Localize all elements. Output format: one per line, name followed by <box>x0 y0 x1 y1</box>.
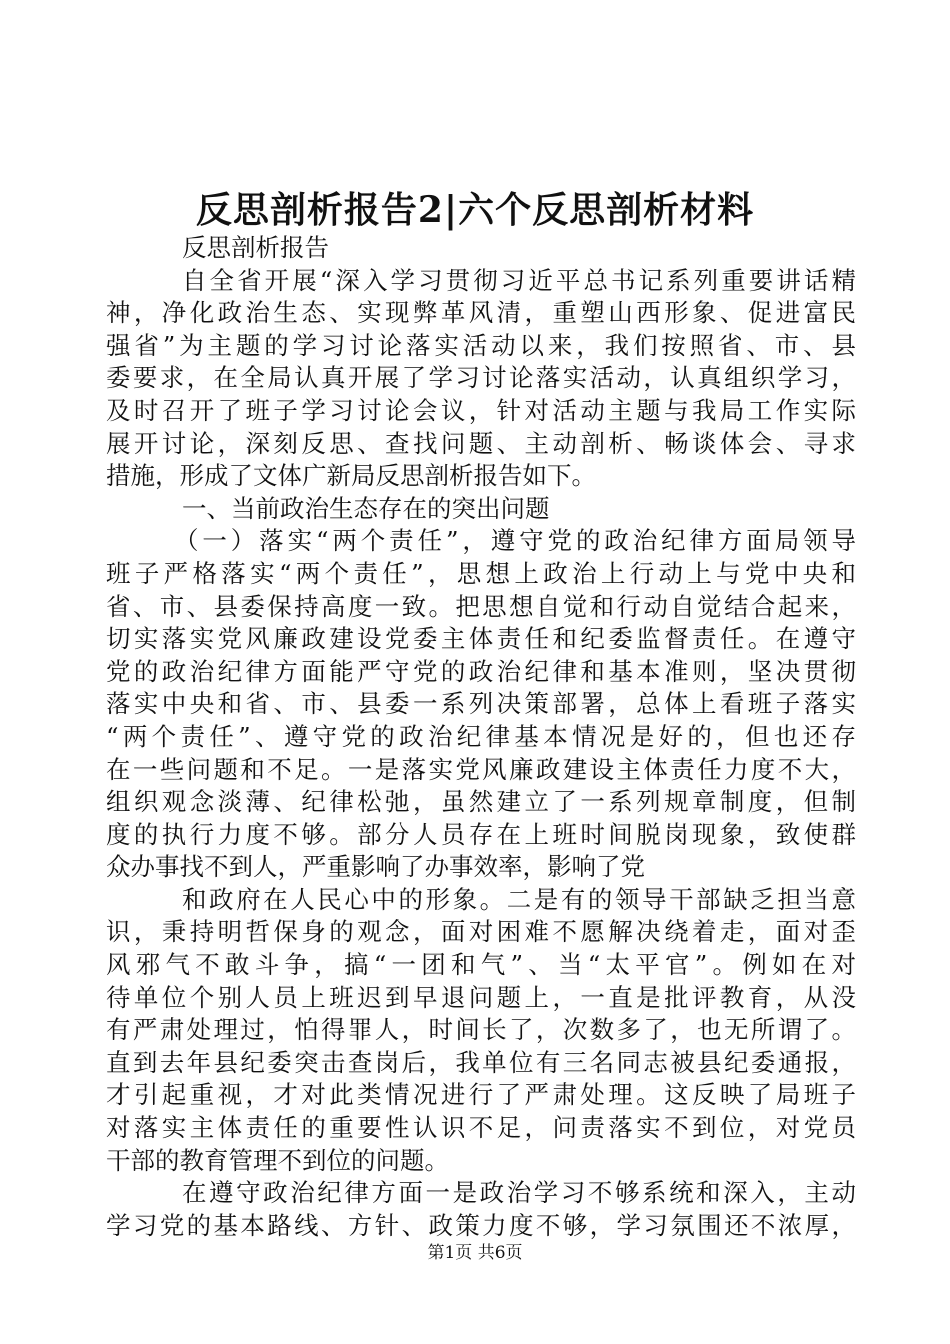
text-line: 切实落实党风廉政建设党委主体责任和纪委监督责任。在遵守 <box>106 624 856 654</box>
text-line: 党的政治纪律方面能严守党的政治纪律和基本准则，坚决贯彻 <box>106 656 856 686</box>
text-line: 学习党的基本路线、方针、政策力度不够，学习氛围还不浓厚， <box>106 1210 856 1240</box>
document-title: 反思剖析报告2|六个反思剖析材料 <box>195 189 755 231</box>
text-line: 班子严格落实“两个责任”，思想上政治上行动上与党中央和 <box>106 558 856 588</box>
text-line: 组织观念淡薄、纪律松弛，虽然建立了一系列规章制度，但制 <box>106 787 856 817</box>
text-line: 委要求，在全局认真开展了学习讨论落实活动，认真组织学习， <box>106 363 856 393</box>
text-line: 有严肃处理过，怕得罪人，时间长了，次数多了，也无所谓了。 <box>106 1015 856 1045</box>
text-line: 众办事找不到人，严重影响了办事效率，影响了党 <box>106 852 645 882</box>
document-body <box>106 232 856 1242</box>
text-line: 干部的教育管理不到位的问题。 <box>106 1145 449 1175</box>
text-line: 直到去年县纪委突击查岗后，我单位有三名同志被县纪委通报， <box>106 1047 856 1077</box>
text-line: 度的执行力度不够。部分人员存在上班时间脱岗现象，致使群 <box>106 819 856 849</box>
text-line: 展开讨论，深刻反思、查找问题、主动剖析、畅谈体会、寻求 <box>106 428 856 458</box>
text-line: 落实中央和省、市、县委一系列决策部署，总体上看班子落实 <box>106 689 856 719</box>
text-line: 神，净化政治生态、实现弊革风清，重塑山西形象、促进富民 <box>106 298 856 328</box>
text-line: 反思剖析报告 <box>182 233 329 262</box>
text-line: 在一些问题和不足。一是落实党风廉政建设主体责任力度不大， <box>106 754 856 784</box>
text-line: （一）落实“两个责任”，遵守党的政治纪律方面局领导 <box>174 526 856 556</box>
text-line: 对落实主体责任的重要性认识不足，问责落实不到位，对党员 <box>106 1113 856 1143</box>
text-line: 一、当前政治生态存在的突出问题 <box>182 493 550 523</box>
text-line: 识，秉持明哲保身的观念，面对困难不愿解决绕着走，面对歪 <box>106 917 856 947</box>
text-line: 及时召开了班子学习讨论会议，针对活动主题与我局工作实际 <box>106 395 856 425</box>
page-footer: 第1页 共6页 <box>427 1243 523 1263</box>
text-line: 省、市、县委保持高度一致。把思想自觉和行动自觉结合起来， <box>106 591 856 621</box>
text-line: 风邪气不敢斗争，搞“一团和气”、当“太平官”。例如在对 <box>106 950 856 980</box>
text-line: 强省”为主题的学习讨论落实活动以来，我们按照省、市、县 <box>106 330 856 360</box>
text-line: 措施，形成了文体广新局反思剖析报告如下。 <box>106 461 596 491</box>
text-line: 自全省开展“深入学习贯彻习近平总书记系列重要讲话精 <box>182 265 856 295</box>
text-line: 和政府在人民心中的形象。二是有的领导干部缺乏担当意 <box>182 884 856 914</box>
text-line: “两个责任”、遵守党的政治纪律基本情况是好的，但也还存 <box>106 721 856 751</box>
text-line: 才引起重视，才对此类情况进行了严肃处理。这反映了局班子 <box>106 1080 856 1110</box>
text-line: 待单位个别人员上班迟到早退问题上，一直是批评教育，从没 <box>106 982 856 1012</box>
text-line: 在遵守政治纪律方面一是政治学习不够系统和深入，主动 <box>182 1178 856 1208</box>
